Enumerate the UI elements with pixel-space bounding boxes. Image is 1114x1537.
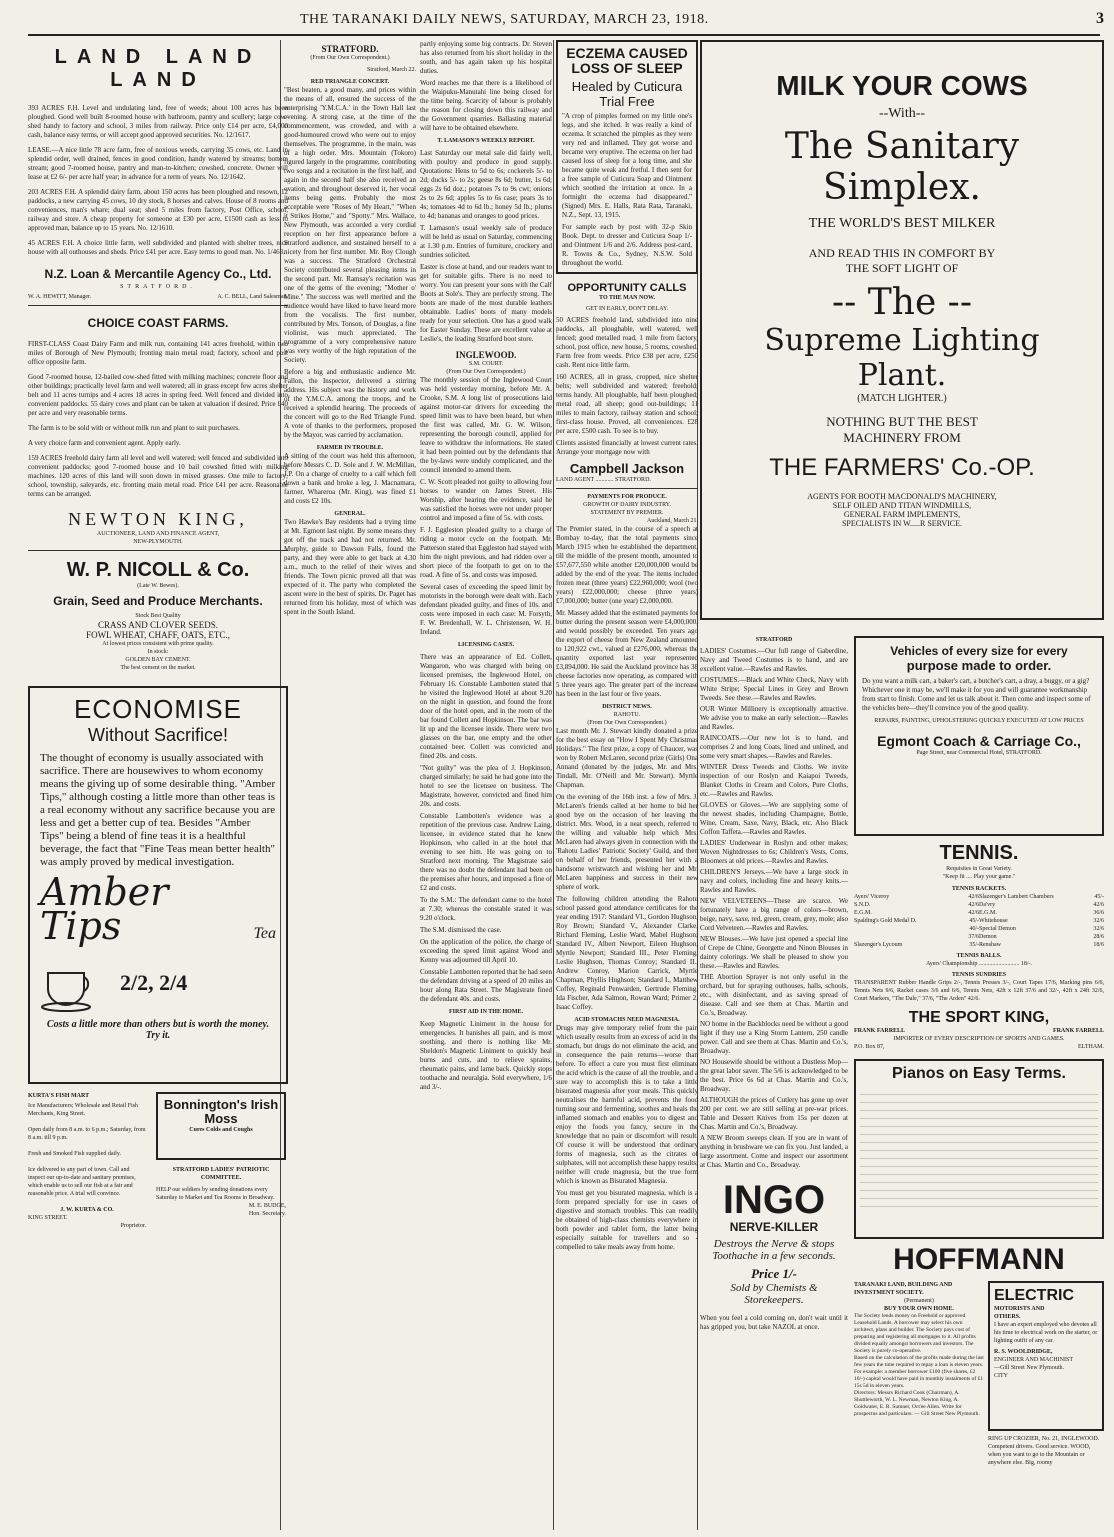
newton-king-town: NEW-PLYMOUTH. bbox=[133, 539, 183, 545]
sport-po: P.O. Box 87, bbox=[854, 1044, 885, 1050]
electric-sub: ENGINEER AND MACHINIST bbox=[994, 1357, 1073, 1363]
crozier-ad: RING UP CROZIER, No. 21, INGLEWOOD. Competent drivers. Good service. WOOD, when you want to go to the Mountain or anywhere else. Big, roomy bbox=[988, 1436, 1100, 1466]
farmers-coop-ad bbox=[700, 40, 1104, 620]
electric-name: R. S. WOOLDRIDGE, bbox=[994, 1349, 1053, 1355]
ingo-ad bbox=[700, 1180, 848, 1332]
agency-manager: W. A. HEWITT, Manager. bbox=[28, 294, 92, 300]
irish-moss-ad bbox=[156, 1092, 286, 1160]
milk-h17: SPECIALISTS IN W.....R SERVICE. bbox=[841, 519, 963, 528]
tennis-sub: Requisites in Great Variety. bbox=[946, 866, 1012, 872]
tennis-cell: 32/6 bbox=[1093, 918, 1104, 924]
rawles-i11: THE Abortion Sprayer is not only useful in the orchard, but for spraying outhouses, halls, schools, etc., with disinfectant, and as saving spread of disease. Call and see them at Chas. Martin and Co.'s, Broadway. bbox=[700, 973, 848, 1017]
lamason-p5: Easter is close at hand, and our readers want to get for suitable gifts. There is no need to worry. You can present your sons with the Calf Boots at Sole's. They are perfectly strong. The boots are made of the most durable leathers obtainable. Ladies' boots of many models ready for your selection. One has a good walk for Easter Sunday. These are excellent value at Leslie's, the leading Stratford boot store. bbox=[420, 263, 552, 343]
tennis-ayers: Ayers' Championship ........................... 18/-. bbox=[925, 961, 1033, 967]
licensing-heading: LICENSING CASES. bbox=[457, 642, 515, 648]
economise-sub: Without Sacrifice! bbox=[87, 725, 229, 745]
column-d bbox=[700, 40, 1104, 1530]
produce-sub2: STATEMENT BY PREMIER. bbox=[590, 510, 664, 516]
rawles-i13: NO Housewife should be without a Dustless Mop—the great labor saver. The 5/6 is acknowledged to be the best. Price 6s 6d at Chas. Martin and Co.'s, Broadway. bbox=[700, 1058, 848, 1093]
lamason-p3: Last Saturday our metal sale did fairly well, with poultry and produce in good supply. Quotations: Hens to 5d to 6s; cockerels 5/- to 2d; ducks 5/- to 2s; geese 8s 6d; butter, 1s 6d; eggs 2s 6d doz.; potatoes 7s to 9s cwt; onions 2s to 2s 6d; apples 5s to 6s case; pears 3s to 4s; tomatoes 4d to 6d lb.; honey 5d lb.; plums to 4d; bananas and oranges to good prices. bbox=[420, 149, 552, 220]
concert-body: "Best beaten, a good many, and prices within the means of all, ensured the success of the enterprising 'Y.M.C.A.' in the Town Hall last evening. A strong case, at the time of the commencement, was crowded, and with a good-humoured crowd who were out to enjoy themselves. The programme, in the main, was of a high order. Mrs. Mountain (Tokoro) figured largely in the programme, contributing two songs and a recitation in the first half, and again in the second half she also received an ovation, and throughout deserved it, her vocal items being gems. Probably the most acceptable were "Roses of My Heart," "When it Strikes Home," and "Spotty." Mrs. Wallace, New Plymouth, was accorded a very cordial reception on her first appearance before a Stratford audience, and sustained herself to a nicety from her first number. Mr. Roy Clough was a success. The Stratford Orchestral Society contributed several pleasing items in the second part. Mr. Ramsay's recitation was one of the gems of the evening; "Mother o' Mine." The success was well merited and the audience would have liked to have heard more from the vocalists. The first number, contributed by Mrs. Tonson, of Douglas, a fine violinist, was much appreciated. The programme of a very comprehensive nature was very worthy of the high reputation of the Society. bbox=[284, 86, 416, 364]
egmont-h1: Vehicles of every size for every bbox=[890, 644, 1068, 658]
eczema-body: "A crop of pimples formed on my little one's legs, and she itched. It was really a kind of eczema. It scratched the pimples as they were very red and inflamed. They got worse and became very eruptive. The eczema on her had caused loss of sleep for a long time, and she became quite weak and fretful. I then sent for a free sample of Cuticura Soap and Ointment which soothed the irritation at once. In a fortnight the eczema had disappeared." (Signed) Mrs. E. Halls, Rata Rata, Taranaki, N.Z., Sept. 13, 1915. bbox=[562, 112, 692, 219]
tennis-row bbox=[854, 933, 1104, 941]
milk-h4: THE WORLD'S BEST MILKER bbox=[808, 216, 996, 231]
egmont-addr: Page Street, near Commercial Hotel, STRATFORD. bbox=[916, 750, 1042, 756]
general-heading: GENERAL. bbox=[334, 511, 366, 517]
column-rule bbox=[553, 40, 554, 1530]
kurta-title: KURTA'S FISH MART bbox=[28, 1093, 90, 1099]
tennis-cell: Spalding's Gold Medal D. bbox=[854, 918, 917, 924]
electric-title: ELECTRIC bbox=[994, 1287, 1074, 1304]
campbell-jackson: Campbell Jackson bbox=[569, 461, 685, 476]
patriotic-role: Hon. Secretary. bbox=[248, 1211, 286, 1217]
eczema-h3: Healed by Cuticura Trial Free bbox=[571, 79, 683, 109]
district-heading: DISTRICT NEWS. bbox=[602, 704, 652, 710]
electric-addr: —Gill Street New Plymouth. bbox=[994, 1365, 1064, 1371]
egmont-ad bbox=[854, 636, 1104, 836]
milk-h12: MACHINERY FROM bbox=[843, 430, 961, 445]
tennis-cell: 45/- bbox=[969, 918, 979, 924]
acid-body-2: You must get you bisurated magnesia, which is a form prepared specially for use in cases of digestive and stomach troubles. This can readily be obtained of high-class chemists everywhere in both powder and tablet form, the latter being especially suitable for travellers and so - compelled to take meals away from home. bbox=[556, 1189, 698, 1251]
rahotu-body-3: Last month Mr. J. Stewart kindly donated a prize for the best essay on "How I Spent My Christmas Holidays." The first prize, a copy of Chaucer, was won by Robert McLaren, second prize (Girls) Ona Annand (donated by the judges, Mr. and Mrs. Tindall, Mr. O'Neill and Mr. Stewart). Myrtle Chapman. bbox=[556, 727, 698, 789]
opportunity-get: GET IN EARLY, DON'T DELAY. bbox=[585, 306, 669, 312]
milk-h16: GENERAL FARM IMPLEMENTS, bbox=[843, 510, 961, 519]
amber-tips-tea: Tea bbox=[253, 925, 276, 942]
egmont-h2: purpose made to order. bbox=[906, 658, 1052, 673]
rawles-i9: NEW VELVETEENS—These are scarce. We fortunately have a big range of colors—brown, beige, navy, saxe, red, green, cream, grey, mole; also Cord Velveteen.—Rawles and Rawles. bbox=[700, 897, 848, 932]
land-heading: LAND LAND LAND bbox=[54, 46, 262, 91]
taranaki-buy: BUY YOUR OWN HOME. bbox=[884, 1306, 954, 1312]
tennis-balls: TENNIS BALLS. bbox=[956, 953, 1002, 959]
amber-tips-tagline: Costs a little more than others but is worth the money. Try it. bbox=[46, 1019, 270, 1041]
newspaper-title: THE TARANAKI DAILY NEWS, SATURDAY, MARCH 23, 1918. bbox=[300, 12, 709, 27]
tennis-cell: Special Demon bbox=[979, 926, 1016, 932]
produce-heading: PAYMENTS FOR PRODUCE. bbox=[587, 494, 667, 500]
strat2-p2: Word reaches me that there is a likelihood of the Waipuku-Manutahi line being closed for the time being. Scarcity of labour is probably the reason for closing down this railway and the Government quarries. Ballasting material will have to be obtained elsewhere. bbox=[420, 79, 552, 132]
licensing-p11: "Not guilty" was the plea of J. Hopkinson, charged similarly; he said he had gone into the hotel to see the licensee on business. The Magistrate, however, convicted and fined him 20s. and costs. bbox=[420, 764, 552, 808]
sport-town: ELTHAM. bbox=[1078, 1044, 1104, 1050]
milk-h11: NOTHING BUT THE BEST bbox=[826, 414, 978, 429]
nicoll-grain: FOWL WHEAT, CHAFF, OATS, ETC., bbox=[86, 630, 230, 640]
amber-tips-brand: Amber Tips bbox=[40, 870, 169, 948]
milk-h3: Simplex. bbox=[823, 167, 981, 208]
pianos-price-table bbox=[860, 1087, 1098, 1207]
nicoll-seeds: CRASS AND CLOVER SEEDS. bbox=[97, 620, 219, 630]
inglewood-heading: INGLEWOOD. bbox=[455, 350, 517, 360]
coast-p1: FIRST-CLASS Coast Dairy Farm and milk run, containing 141 acres freehold, within two miles of Borough of New Plymouth; fronting main metal road; factory, school and post office opposite farm. bbox=[28, 340, 288, 366]
rahotu-heading: RAHOTU. bbox=[613, 712, 641, 718]
tennis-row bbox=[854, 909, 1104, 917]
campbell-jackson-sub: LAND AGENT ............ STRATFORD. bbox=[556, 477, 651, 483]
rawles-i3: OUR Winter Millinery is exceptionally attractive. We advise you to make an early selection.—Rawles and Rawles. bbox=[700, 705, 848, 731]
stratford-heading: STRATFORD. bbox=[321, 44, 379, 54]
tennis-row bbox=[854, 901, 1104, 909]
milk-h7: -- The -- bbox=[831, 282, 973, 323]
produce-body: The Premier stated, in the course of a speech at Bombay to-day, that the total payments since March 1915 when he established the department, till the middle of the present month, amounted to £57,677,550 while another £20,000,000 would be added by the end of the year. The items included frozen meat (three years) £22,960,000; wool (two years) £22,000,000; cheese (three years) £7,000,000; butter (one year) £2,000,000. bbox=[556, 525, 698, 605]
tennis-cell: 42/6 bbox=[968, 902, 979, 908]
taranaki-body: The Society lends money on Freehold or approved Leasehold Lands. A borrower may select his own architect, plans and builder. The Society pays cost of preparing and registering all mortgages to it. All profits divided equally amongst borrowers and investors. The Society is purely co-operative. bbox=[854, 1313, 976, 1354]
inglewood-p8: F. J. Eggleston pleaded guilty to a charge of riding a motor cycle on the footpath. Mr. Patterson stated that Eggleston had stayed with him the night previous, and had ridden over a short piece of the footpath to get on to the road. A fine of 5s. and costs was imposed. bbox=[420, 526, 552, 579]
nicoll-prices: At lowest prices consistent with prime quality. bbox=[102, 641, 214, 647]
milk-h15: SELF OILED AND TITAN WINDMILLS, bbox=[832, 501, 972, 510]
kurta-street: KING STREET. bbox=[28, 1215, 68, 1221]
rawles-column bbox=[700, 636, 848, 1467]
eczema-trial: For sample each by post with 32-p Skin Book. Dept. to dresser and Cuticura Soap 1/- and Ointment 1/6 and 2/6. Address post-card, R. Towns & Co., Sydney, N.S.W. Sold throughout the world. bbox=[562, 223, 692, 267]
sport-n1: FRANK FARRELL bbox=[854, 1028, 906, 1034]
column-c bbox=[556, 40, 698, 1530]
tennis-cell bbox=[854, 933, 948, 941]
tennis-sund: TRANSPARENT Rubber Handle Grips 2/-, Tennis Presses 3/-, Court Tapes 17/6, Marking pins 6/6, Tennis Nets 9/6, Racket cases 3/6 and 6/6, Tennis Nets, 42ft x 12ft 37/6 and 32/-, 42ft x 24ft 32/6, Court Markers, "The Dale," 37/6, "The Arden" 42/6. bbox=[854, 980, 1104, 1002]
first-aid-body: Keep Magnetic Liniment in the house for emergencies. It banishes all pain, and is most soothing, and there is nothing like Mr. Sheldon's Magnetic Liniment to quickly heal burns and cuts, and to relieve sprains, rheumatic pains, and lame back. Quickly stops toothache and neuralgia. Sold everywhere, 1/6 and 3/-. bbox=[420, 1020, 552, 1091]
stratford-date: Stratford, March 22. bbox=[367, 67, 416, 73]
nicoll-late: (Late W. Bewes). bbox=[137, 583, 179, 589]
milk-h13: THE FARMERS' Co.-OP. bbox=[769, 454, 1035, 481]
irish-moss-brand: Bonnington's Irish Moss bbox=[163, 1097, 279, 1126]
egmont-name: Egmont Coach & Carriage Co., bbox=[877, 733, 1081, 749]
kurta-l1: Ice Manufacturers; Wholesale and Retail Fish Merchants, King Street. bbox=[28, 1103, 139, 1117]
first-aid-heading: FIRST AID IN THE HOME. bbox=[449, 1009, 523, 1015]
tennis-cell bbox=[854, 925, 948, 933]
taranaki-sub: (Permanent) bbox=[904, 1298, 934, 1304]
tennis-rackets: TENNIS RACKETS. bbox=[951, 886, 1007, 892]
pianos-title: Pianos on Easy Terms. bbox=[892, 1065, 1066, 1082]
tennis-table bbox=[854, 893, 1104, 949]
tennis-cell: E.G.M. bbox=[979, 910, 997, 916]
land-ad-3: 203 ACRES F.H. A splendid dairy farm, about 150 acres has been ploughed and resown, 12 paddocks, a new carrying 45 cows, 10 dry stock, 8 horses and calves. House of 8 rooms and conveniences, man's whare; dual seat; shed 5 miles from factory, Post Office, school, railway and store. A cheap property for someone at £30 per acre, £1500 cash as less to approved man, balance up to 15 years. No. 12/1610. bbox=[28, 188, 288, 232]
licensing-p12: Constable Lambotten's evidence was a repetition of the previous case. Andrew Laing, licensee, in evidence stated that he knew Hopkinson, who called in at the hotel that evening to see him. He was going on to Stratford next morning. The Magistrate said there was no doubt the defendant had been on the premises after hours, and imposed a fine of £2 and costs. bbox=[420, 812, 552, 892]
tennis-cell: 37/6 bbox=[968, 934, 979, 940]
electric-ad bbox=[988, 1281, 1104, 1431]
newton-king: NEWTON KING, bbox=[68, 509, 248, 529]
rawles-i12: NO home in the Backblocks need be without a good light if they use a King Storm Lantern, 250 candle power. Call and see them at Chas. Martin and Co.'s, Broadway. bbox=[700, 1020, 848, 1055]
rawles-i15: A NEW Broom sweeps clean. If you are in want of anything in brushware we can fix you. Just landed, a large assortment. Come and inspect our assortment at Chas. Martin and Co., Broadway. bbox=[700, 1134, 848, 1169]
tennis-keep: "Keep fit .... Play your game." bbox=[942, 874, 1016, 880]
stratford-sub: (From Our Own Correspondent.) bbox=[310, 55, 390, 61]
milk-h6: THE SOFT LIGHT OF bbox=[845, 261, 959, 275]
coast-heading: CHOICE COAST FARMS. bbox=[87, 316, 229, 330]
produce-body-2: Mr. Massey added that the estimated payments for butter during the present season were £4,000,000, and would possibly be exceeded. Ten years ago the export of cheese from New Zealand amounted to 120,922 cwt., valued at £276,000, whereas the quantity exported last year represented £3,894,000. He said the Auckland province has 38 cheese factories now operating, as compared with 5 three years ago. The greater part of the increase has been in the last four or five years. bbox=[556, 609, 698, 698]
tennis-cell: 42/6 bbox=[968, 894, 979, 900]
tennis-sundries: TENNIS SUNDRIES bbox=[951, 972, 1007, 978]
tennis-cell: 45/- bbox=[1094, 894, 1104, 900]
tennis-cell: 18/6 bbox=[1093, 942, 1104, 948]
taranaki-body-2: Based on the calculation of the profits made during the last few years the time required to repay a loan is eleven years. For example: a member borrower £100 (five shares, £2 10/-) capital would have paid in monthly instalments of £1 15s 5d in eleven years. bbox=[854, 1355, 984, 1389]
tennis-cell: 35/- bbox=[969, 942, 979, 948]
column-b-left bbox=[284, 40, 416, 1530]
ingo-price: Price 1/- bbox=[751, 1266, 797, 1281]
licensing-p13: To the S.M.: The defendant came to the hotel at 7.30; whereas the constable stated it was 9.20 o'clock. bbox=[420, 896, 552, 922]
kurta-prop: Proprietor. bbox=[120, 1223, 146, 1229]
land-ad-2: LEASE.—A nice little 78 acre farm, free of noxious weeds, carrying 35 cows, etc. Land in splendid order, well drained, fences in good condition, handy watered by streams; bottom stream; good 7-roomed house, pantry and man-to-kitchen; cowshed, concrete. Owner will lease at £2 6/- per acre half year; in advance for a term of years. No. 12/1642. bbox=[28, 146, 288, 181]
tennis-cell: 42/6 bbox=[968, 910, 979, 916]
eczema-h2: LOSS OF SLEEP bbox=[571, 60, 683, 76]
strat2-p1: partly enjoying some big contracts. Dr. Steven has also returned from his short holiday in the south, and has again taken up his hospital duties. bbox=[420, 40, 552, 75]
economise-body: The thought of economy is usually associated with sacrifice. There are housewives to whom economy means the giving up of some desirable thing. "Amber Tips," although costing a little more than other teas is a real economy without any sacrifice because you are less and get a better cup of tea. Besides "Amber Tips" being a blend of fine teas it is a healthful beverage, the fact that "Fine Teas mean better health" was amply proved by medical investigation. bbox=[40, 752, 276, 868]
tennis-cell: 42/6 bbox=[1093, 902, 1104, 908]
concert-body-2: Before a big and enthusiastic audience Mr. Fallon, the Inspector, delivered a stirring address. His subject was the history and work of the Y.M.C.A. among the troops, and he received a splendid hearing. The proceeds of the concert will go to the Red Triangle Fund. A vote of thanks to the performers, proposed by the Mayor, was carried by acclamation. bbox=[284, 368, 416, 439]
electric-t2: OTHERS. bbox=[994, 1314, 1021, 1320]
rawles-i10: NEW Blouses.—We have just opened a special line of Crepe de Chine, Georgette and Ninon Blouses in dainty colorings. We shall be pleased to show you these.—Rawles and Rawles. bbox=[700, 935, 848, 970]
tennis-title: TENNIS. bbox=[939, 842, 1019, 864]
eczema-h1: ECZEMA CAUSED bbox=[566, 45, 688, 61]
nazol-text: When you feel a cold coming on, don't wait until it has gripped you, but take NAZOL at once. bbox=[700, 1314, 848, 1331]
rawles-i8: CHILDREN'S Jerseys.—We have a large stock in navy and colors, including fine and heavy knits.—Rawles and Rawles. bbox=[700, 868, 848, 894]
tennis-cell: E.G.M. bbox=[854, 910, 872, 916]
coast-p2: Good 7-roomed house, 12-bailed cow-shed fitted with milking machines; concrete floor and other buildings; practically level farm and well watered; all in grass except few acres shelter belt and 11 acres turnips and 4 acres 18 acres in spring feed. Well fenced and divided into convenient paddocks. 55 dairy cows and plant can be taken at valuation if desired. Price £40 per acre and very reasonable terms. bbox=[28, 373, 288, 417]
concert-heading: RED TRIANGLE CONCERT. bbox=[310, 79, 390, 85]
opportunity-sub: TO THE MAN NOW. bbox=[599, 295, 655, 301]
milk-h5: AND READ THIS IN COMFORT BY bbox=[808, 246, 996, 260]
ingo-t2: Sold by Chemists & Storekeepers. bbox=[730, 1282, 818, 1306]
inglewood-p6: The monthly session of the Inglewood Court was held yesterday morning, before Mr. A. Crooke, S.M. A long list of prosecutions laid against motor-car drivers for exceeding the speed limit was to have been heard, but when the first was called, Mr. G. W. Wilson, representing the borough council, applied for leave to withdraw the informations. He stated it had been pointed out by the defendants that the by-laws were unduly complicated, and the council intended to amend them. bbox=[420, 376, 552, 474]
licensing-p10: There was an appearance of Ed. Collett, Wangaron, who was charged with being on licensed premises, the Inglewood Hotel, on February 16. Constable Lambotten stated that he visited the Inglewood Hotel at about 9.20 on the night in question, and found the front door of the hotel open, and in the room of the bar found Collett and Hopkinson. The bar was lit up and the licensee inside. There were two glasses on the bar, one empty and the other contained beer. Collett was convicted and fined 20s. and costs. bbox=[420, 653, 552, 760]
patriotic-name: M. E. BUDGE, bbox=[248, 1203, 286, 1209]
milk-h8: Supreme Lighting bbox=[764, 323, 1040, 358]
licensing-p16: Constable Lambotten reported that he had seen the defendant driving at a speed of 20 miles an hour along Rata Street. The Magistrate fined the defendant 40s. and costs. bbox=[420, 968, 552, 1003]
licensing-p15: On the application of the police, the charge of exceeding the speed limit against Wood and Kenny was adjourned till April 10. bbox=[420, 938, 552, 964]
ingo-brand: INGO bbox=[722, 1178, 826, 1222]
teacup-icon bbox=[40, 953, 100, 1013]
produce-sub: GROWTH OF DAIRY INDUSTRY. bbox=[583, 502, 671, 508]
milk-h14: AGENTS FOR BOOTH MACDONALD'S MACHINERY, bbox=[807, 492, 997, 501]
farmer-heading: FARMER IN TROUBLE. bbox=[316, 445, 384, 451]
sport-sub: IMPORTER OF EVERY DESCRIPTION OF SPORTS AND GAMES. bbox=[893, 1036, 1065, 1042]
tennis-cell: Whitehouse bbox=[979, 918, 1008, 924]
opportunity-a2: 160 ACRES, all in grass, cropped, nice shelter belts; well subdivided and watered; freehold; terms handy. All ploughable, half been ploughed; metal road, all sheep; good out-buildings; 11 miles to main factory, railway station and school; first-class house. Proved, all conveniences. £28 per acre, £500 cash. To see is to buy. bbox=[556, 373, 698, 435]
milk-h2: The Sanitary bbox=[784, 126, 1020, 167]
sport-king-ad bbox=[854, 1009, 1104, 1051]
inglewood-corr: (From Our Own Correspondent.) bbox=[446, 369, 526, 375]
rahotu-body-4: On the evening of the 16th inst. a few of Mrs. J. McLaren's friends called at her home to bid her good bye on the occasion of her leaving the district. Mrs. Wood, in a neat speech, referred to the willing and valuable help which Mrs. McLaren had always given in connection with the 'Rahotu Ladies' Patriotic Society' Guild, and then on behalf of her friends, presented her with a handsome wristwatch and wishing her and Mr. McLaren happiness and success in their new sphere of work. bbox=[556, 793, 698, 891]
inglewood-p9: Several cases of exceeding the speed limit by motorists in the borough were dealt with. Each defendant pleaded guilty, and fines of 10s. and costs were imposed in each case: M. Forsyth, F. W. Bredenhall, W. L. Christensen, W. H. Ireland. bbox=[420, 583, 552, 636]
sport-n2: FRANK FARRELL bbox=[1052, 1028, 1104, 1034]
rawles-i7: LADIES' Underwear in Roslyn and other makes; Woven Nightdresses to 6s; Children's Vests, Coms, Bloomers at old prices.—Rawles and Rawles. bbox=[700, 839, 848, 865]
kurta-l3: Fresh and Smoked Fish supplied daily. bbox=[28, 1151, 121, 1157]
electric-t1: MOTORISTS AND bbox=[994, 1306, 1045, 1312]
tennis-row bbox=[854, 893, 1104, 901]
tennis-row bbox=[854, 941, 1104, 949]
cuticura-ad bbox=[556, 40, 698, 274]
licensing-p14: The S.M. dismissed the case. bbox=[420, 926, 502, 934]
newton-king-sub: AUCTIONEER, LAND AND FINANCE AGENT, bbox=[96, 531, 220, 537]
produce-date: Auckland, March 21. bbox=[647, 518, 698, 524]
tennis-cell: Da'vry bbox=[979, 902, 996, 908]
acid-heading: ACID STOMACHS NEED MAGNESIA. bbox=[574, 1017, 680, 1023]
economise-heading: ECONOMISE bbox=[74, 694, 242, 724]
tennis-cell: Demon bbox=[979, 934, 997, 940]
kurta-firm: J. W. KURTA & CO. bbox=[60, 1207, 114, 1213]
column-a bbox=[28, 40, 288, 1530]
nicoll-trade: Grain, Seed and Produce Merchants. bbox=[53, 594, 263, 608]
tennis-cell: Ayers' Viceroy bbox=[854, 894, 890, 900]
ingo-t1: Destroys the Nerve & stops Toothache in a few seconds. bbox=[712, 1238, 836, 1262]
lamason-p4: T. Lamason's usual weekly sale of produce will be held as usual on Saturday, commencing at 1.30 p.m. Entries of furniture, crockery and sundries solicited. bbox=[420, 224, 552, 259]
amber-tips-price: 2/2, 2/4 bbox=[120, 970, 188, 995]
patriotic-body: HELP our soldiers by sending donations every Saturday to Market and Tea Rooms in Broadway. bbox=[156, 1187, 275, 1201]
irish-moss-sub: Cures Colds and Coughs bbox=[189, 1127, 253, 1133]
egmont-body: Do you want a milk cart, a baker's cart, a butcher's cart, a dray, a buggy, or a gig? Whichever one it may be, we'll make it for you and will guarantee workmanship from start to finish. Come and let us talk about it. Then come and inspect some of the vehicles here—they'll convince you of the good quality. bbox=[862, 677, 1091, 712]
patriotic-title: STRATFORD LADIES' PATRIOTIC COMMITTEE. bbox=[172, 1167, 270, 1181]
agency-name: N.Z. Loan & Mercantile Agency Co., Ltd. bbox=[44, 267, 272, 281]
land-ad-4: 45 ACRES F.H. A choice little farm, well subdivided and planted with shelter trees, nice house with all outhouses and sheds. Price £41 per acre. Easy terms to good man. No. 1/463. bbox=[28, 239, 288, 256]
hoffmann-brand: HOFFMANN bbox=[893, 1243, 1065, 1276]
masthead bbox=[0, 8, 1114, 34]
tennis-cell: 28/6 bbox=[1093, 934, 1104, 940]
milk-h10: (MATCH LIGHTER.) bbox=[857, 393, 947, 404]
agency-salesman: A. C. BELL, Land Salesman. bbox=[217, 294, 288, 300]
nicoll-best: The best cement on the market. bbox=[120, 665, 196, 671]
taranaki-title: TARANAKI LAND, BUILDING AND INVESTMENT SOCIETY. bbox=[854, 1282, 953, 1296]
tennis-cell: 40/- bbox=[969, 926, 979, 932]
rahotu-corr: (From Our Own Correspondent.) bbox=[587, 720, 667, 726]
taranaki-dirs: Directors: Messrs Richard Cook (Chairman), A. Shuttleworth, W. L. Newman, Newton King, A. Goldwater, E. R. Sumner, Oct'ee Allen. Write for prospectus and particulars. — Gill Street New Plymouth. bbox=[854, 1390, 980, 1417]
rawles-i4: RAINCOATS.—Our new lot is to hand, and comprises 2 and long Coats, lined and unlined, and some very smart shapes.—Rawles and Rawles. bbox=[700, 734, 848, 760]
kurta-l2: Open daily from 8 a.m. to 6 p.m.; Saturday, from 8 a.m. till 9 p.m. bbox=[28, 1127, 146, 1141]
ingo-sub: NERVE-KILLER bbox=[729, 1220, 819, 1234]
lamason-heading: T. LAMASON'S WEEKLY REPORT. bbox=[437, 138, 535, 144]
amber-tips-ad bbox=[28, 686, 288, 1084]
column-b-right bbox=[420, 40, 552, 1530]
tennis-row bbox=[854, 917, 1104, 925]
nicoll-instock: In stock: bbox=[147, 649, 169, 655]
nicoll-name: W. P. NICOLL & Co. bbox=[66, 559, 250, 581]
kurta-ad bbox=[28, 1092, 146, 1230]
rawles-i2: COSTUMES.—Black and White Check, Navy with White Stripe; Special Lines in Grey and Brown Tweeds. See these.—Rawles and Rawles. bbox=[700, 676, 848, 702]
sport-title: THE SPORT KING, bbox=[908, 1009, 1050, 1026]
coast-p4: A very choice farm and convenient agent. Apply early. bbox=[28, 439, 181, 447]
kurta-l4: Ice delivered to any part of town. Call and inspect our up-to-date and sanitary premises, which enable us to sell our fish at a fair and reasonable price. A trial will convince. bbox=[28, 1167, 136, 1197]
rawles-i5: WINTER Dress Tweeds and Cloths. We invite inspection of our Roslyn and Kaiapoi Tweeds, Blanket Cloths in Cream and Colors, Pure Cloths, etc.—Rawles and Rawles. bbox=[700, 763, 848, 798]
milk-h1: MILK YOUR COWS bbox=[776, 70, 1028, 101]
milk-with: --With-- bbox=[878, 106, 926, 121]
land-ad-1: 393 ACRES F.H. Level and undulating land, free of weeds; about 100 acres has been ploughed. Good well built 8-roomed house with bathroom, pantry and scullery; large cow-shed handy to factory and school, 3 miles from railway. Price only £14 per acre, £4,000 cash, balance easy terms, or will accept good approved securities. No. 12/1617. bbox=[28, 104, 288, 139]
rawles-i14: ALTHOUGH the prices of Cutlery has gone up over 200 per cent. we are still selling at pre-war prices. Table and Dessert Knives from 15s per dozen at Chas. Martin and Co.'s, Broadway. bbox=[700, 1096, 848, 1131]
tennis-cell: S.N.D. bbox=[854, 902, 871, 908]
electric-side: CITY bbox=[994, 1373, 1008, 1379]
nicoll-cement: GOLDEN BAY CEMENT. bbox=[125, 657, 191, 663]
coast-p3: The farm is to be sold with or without milk run and plant to suit purchasers. bbox=[28, 424, 240, 432]
tennis-ad bbox=[854, 842, 1104, 1003]
tennis-cell: 32/6 bbox=[1093, 926, 1104, 932]
opportunity-title: OPPORTUNITY CALLS bbox=[567, 282, 687, 294]
general-body: Two Hawke's Bay residents had a trying time at Mt. Egmont last night. By some means they got off the track and had not returned. Mr. Murphy, guide to Dawson Falls, found the party, and they were able to get back at 4.30 a.m., much to the relief of their wives and friends. The Town picnic proved all that was expected of it. The party who completed the ascent were in the best of spirits. Dr. Paget has returned from his holiday, most of which was spent in the South Island. bbox=[284, 518, 416, 616]
page-number: 3 bbox=[1096, 10, 1104, 27]
rawles-i6: GLOVES or Gloves.—We are supplying some of the newest shades, including Champagne, Bottle, Wine, Cream, Saxe, Navy, Black, etc. Also Black Coffon Taffeta.—Rawles and Rawles. bbox=[700, 801, 848, 836]
opportunity-a3: Clients assisted financially at lowest current rates. Arrange your mortgage now with bbox=[556, 439, 698, 456]
rawles-i1: LADIES' Costumes.—Our full range of Gaberdine, Navy and Tweed Costumes is to hand, and are excellent value.—Rawles and Rawles. bbox=[700, 647, 848, 673]
inglewood-p7: C. W. Scott pleaded not guilty to allowing four horses to wander on James Street. His Worship, after hearing the evidence, said he was satisfied the horses were not under proper control and imposed a fine of 5s. with costs. bbox=[420, 478, 552, 522]
taranaki-society-ad bbox=[854, 1281, 984, 1467]
masthead-rule bbox=[28, 34, 1100, 36]
opportunity-a1: 50 ACRES freehold land, subdivided into nine paddocks, all ploughable, well watered, well fenced; good metalled road, 1 mile from factory, school, post office, new house, 5 rooms, cowshed. Farm free from weeds. Price £38 per acre, £250 cash. Rent nice little farm. bbox=[556, 316, 698, 369]
farmer-body: A sitting of the court was held this afternoon, before Messrs C. D. Sole and J. W. McMillan, J.P. On a charge of cruelty to a calf which fell down a bank and broke a leg, J. Macnamara, farmer, Whareroa (Mr. King), was fined £1 and costs £2 10s. bbox=[284, 452, 416, 505]
acid-body: Drugs may give temporary relief from the pain which usually results from an excess of acid in the stomach, but drugs do not eliminate the acid, and in consequence the pain returns—worse than before. To effect a cure you must first eliminate the acid which is the cause of all the trouble, and a sure way to accomplish this is to take a little bisurated magnesia after your meals. This quickly neutralises the harmful acid, prevents the food turning sour and fermenting, soothes and heals the inflamed stomach and enables you to digest and enjoy the foods you fancy, secure in the knowledge that no pain or discomfort will result. Of course it will be understood that ordinary forms of magnesia, such as the citrates of sulphates, will not accomplish these happy results; neither will crude magnesia, but the true form which is known as Bisurated Magnesia. bbox=[556, 1024, 698, 1185]
agency-town: STRATFORD. bbox=[120, 284, 196, 290]
tennis-cell: 36/6 bbox=[1093, 910, 1104, 916]
egmont-rep: REPAIRS, PAINTING, UPHOLSTERING QUICKLY EXECUTED AT LOW PRICES bbox=[874, 718, 1084, 724]
coast-p5: 159 ACRES freehold dairy farm all level and well watered; well fenced and subdivided into convenient paddocks; good 7-roomed house and 10 bail cowshed fitted with milking machines. 120 acres of this land will soon down in mixed grasses. One mile to factory; school, township, saleyards, etc. fronting main metal road. Price £41 per acre. Reasonable terms can be arranged. bbox=[28, 454, 288, 498]
milk-h9: Plant. bbox=[857, 358, 947, 393]
tennis-cell: Renshaw bbox=[979, 942, 1001, 948]
tennis-cell: Slazenger's Lambert Chambers bbox=[979, 894, 1054, 900]
electric-body: I have an expert employed who devotes all his time to electrical work on the starter, or lighting outfit of any car. bbox=[994, 1322, 1098, 1344]
pianos-ad bbox=[854, 1059, 1104, 1239]
rawles-title: STRATFORD bbox=[755, 637, 793, 643]
nicoll-stock: Stock Best Quality bbox=[135, 613, 181, 619]
tennis-cell: Slazenger's Lycoum bbox=[854, 942, 903, 948]
tennis-row bbox=[854, 925, 1104, 933]
inglewood-sub: S.M. COURT. bbox=[468, 361, 504, 367]
rahotu-body-5: The following children attending the Rahotu school passed good attendance certificates for the year ending 1917: Standard VI., Gordon Hughson, Roy Brown; Standard V., Alexander Clarke, Richard Fleming, Leslie Ward, Mabel Hughson; Standard IV., Albert Newport, Eileen Hughson, Myrtle Newport; Standard III., Peter Fleming, Leslie Hughson, Thomas Conroy; Standard II., Andrew Conroy, Marion Carrick, Myrtle Chapman, Phyllis Hughson; Standard I., Matthew Coffey, Reginald Penwarden, Gertrude Fleming, Ida Fischer, Ada Salmon, Rowan Ward; Primer 2, Isaac Coffey. bbox=[556, 895, 698, 1011]
